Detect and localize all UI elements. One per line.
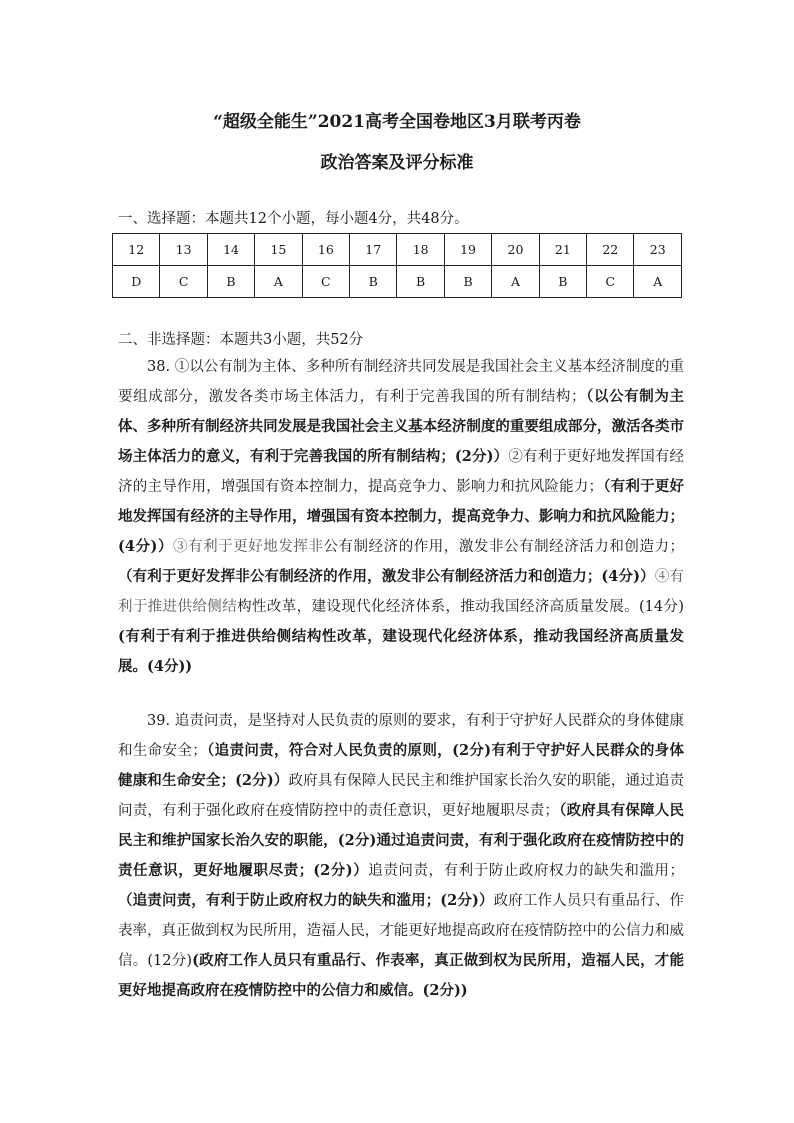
- answer-cell: C: [302, 266, 349, 298]
- section2-heading: 二、非选择题：本题共3小题，共52分: [118, 332, 364, 348]
- answer-text: 38. ①以公有制为主体、多种所有制经济共同发展是我国社会主义基本经济制度的重要组成部分，激发各类市场主体活力，有利于完善我国的所有制结构；: [118, 359, 684, 405]
- answer-text: ③有利于更好地发挥非: [173, 539, 324, 555]
- answer-cell: A: [255, 266, 302, 298]
- question-number-cell: 23: [634, 234, 682, 266]
- answer-table-number-row: [113, 234, 682, 266]
- answer-cell: B: [397, 266, 444, 298]
- answer-text: 39. 追责问责，是坚持对人民负责的原则的要求，有利于守护好人民群众的身体健康和生命安全；: [118, 713, 684, 759]
- question-number-cell: 14: [207, 234, 254, 266]
- question-38-answer: [118, 352, 684, 682]
- question-number-cell: 13: [160, 234, 207, 266]
- question-number-cell: 22: [587, 234, 634, 266]
- answer-cell: D: [113, 266, 160, 298]
- question-39-answer: [118, 706, 684, 1006]
- answer-cell: B: [539, 266, 586, 298]
- answer-table-answer-row: [113, 266, 682, 298]
- scoring-text: (有利于有利于推进供给侧结构性改革，建设现代化经济体系，推动我国经济高质量发展。(4分)): [118, 628, 684, 675]
- answer-text: 政府具有保障人民民主和维护国家长治久安的职能，通过追责问责，有利于强化政府在疫情防控中的责任意识，更好地履职尽责；: [118, 773, 685, 819]
- answer-text: 政府工作人员只有重品行、作表率，真正做到权为民所用，造福人民，才能更好地提高政府在疫情防控中的公信力和威信。(12分): [118, 893, 685, 969]
- question-number-cell: 18: [397, 234, 444, 266]
- question-number-cell: 21: [539, 234, 586, 266]
- document-subtitle: 政治答案及评分标准: [320, 153, 474, 173]
- answer-cell: C: [587, 266, 634, 298]
- question-number-cell: 15: [255, 234, 302, 266]
- document-title: “超级全能生”2021高考全国卷地区3月联考丙卷: [213, 112, 581, 132]
- question-number-cell: 16: [302, 234, 349, 266]
- answer-text: ④有利于推进供给侧结: [118, 569, 684, 615]
- answer-cell: C: [160, 266, 207, 298]
- question-number-cell: 19: [444, 234, 491, 266]
- scoring-text: （有利于更好地发挥国有经济的主导作用，增强国有资本控制力，提高竞争力、影响力和抗风险能力；(4分)）: [118, 478, 685, 555]
- answer-table: [112, 233, 682, 298]
- section1-heading: 一、选择题：本题共12个小题，每小题4分，共48分。: [118, 211, 469, 227]
- question-number-cell: 20: [492, 234, 539, 266]
- answer-cell: B: [444, 266, 491, 298]
- scoring-text: （追责问责，有利于防止政府权力的缺失和滥用；(2分)）: [118, 892, 494, 909]
- scoring-text: （追责问责，符合对人民负责的原则，(2分)有利于守护好人民群众的身体健康和生命安全；(2分)）: [118, 742, 684, 789]
- answer-cell: A: [634, 266, 682, 298]
- answer-cell: B: [207, 266, 254, 298]
- scoring-text: （有利于更好发挥非公有制经济的作用，激发非公有制经济活力和创造力；(4分)）: [118, 568, 655, 585]
- scoring-text: （政府具有保障人民民主和维护国家长治久安的职能，(2分)通过追责问责，有利于强化政府在疫情防控中的责任意识，更好地履职尽责；(2分)）: [118, 802, 685, 879]
- answer-cell: A: [492, 266, 539, 298]
- answer-text: 公有制经济的作用，激发非公有制经济活力和创造力；: [323, 539, 685, 555]
- question-number-cell: 17: [350, 234, 397, 266]
- scoring-text: （以公有制为主体、多种所有制经济共同发展是我国社会主义基本经济制度的重要组成部分，激活各类市场主体活力的意义，有利于完善我国的所有制结构；(2分)）: [118, 388, 685, 465]
- answer-text: ②有利于更好地发挥国有经济的主导作用，增强国有资本控制力，提高竞争力、影响力和抗风险能力；: [118, 449, 685, 495]
- answer-text: 构性改革，建设现代化经济体系，推动我国经济高质量发展。(14分): [237, 599, 684, 615]
- answer-text: 追责问责，有利于防止政府权力的缺失和滥用；: [368, 863, 684, 879]
- question-number-cell: 12: [113, 234, 160, 266]
- answer-cell: B: [350, 266, 397, 298]
- scoring-text: (政府工作人员只有重品行、作表率，真正做到权为民所用，造福人民，才能更好地提高政府在疫情防控中的公信力和威信。(2分)): [118, 952, 684, 999]
